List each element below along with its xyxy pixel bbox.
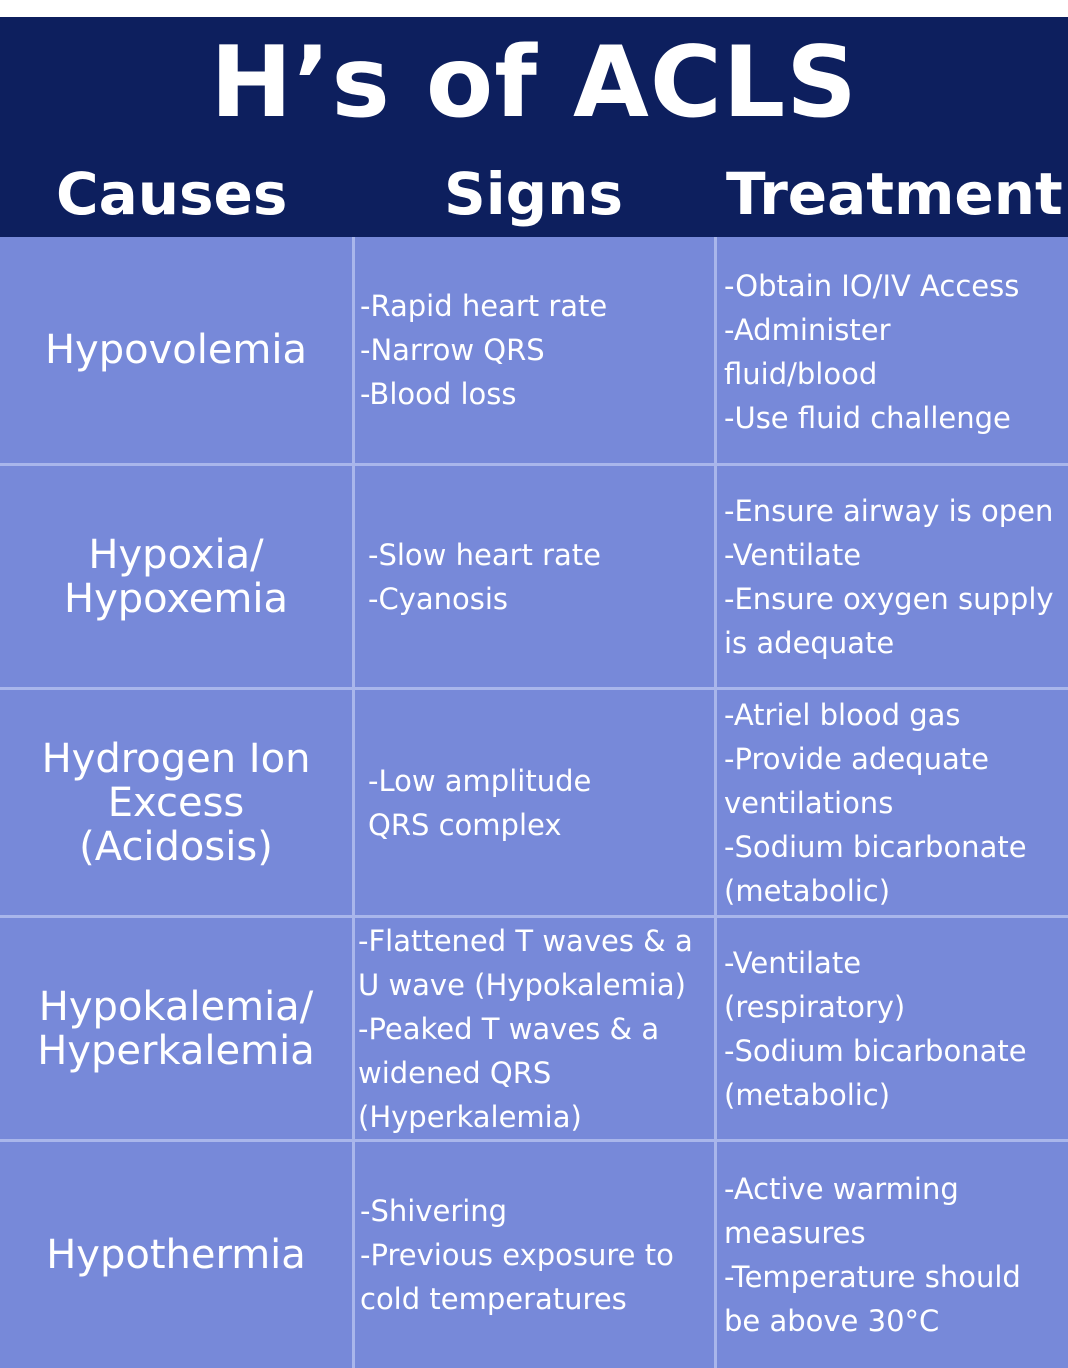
cause-text [46,1233,306,1277]
sign-line: widened QRS [358,1055,552,1090]
treatment-line: -Active warming [724,1172,959,1206]
signs-text [360,284,607,416]
signs-text [360,1189,674,1321]
treatment-text [724,1167,1021,1343]
column-divider [714,237,717,1368]
sign-line: (Hyperkalemia) [358,1099,582,1134]
column-divider [352,237,355,1368]
cause-line: Hydrogen Ion [41,735,311,782]
treatment-line: -Obtain IO/IV Access [724,269,1020,303]
sign-line: -Flattened T waves & a [358,923,693,958]
cause-line: Hypoxia/ [88,531,264,578]
sign-line: -Previous exposure to [360,1238,674,1272]
treatment-line: -Sodium bicarbonate [724,829,1027,864]
cause-cell [0,466,352,687]
sign-line: QRS complex [368,807,562,842]
treatment-line: (metabolic) [724,1077,891,1112]
signs-cell [356,237,714,463]
treatment-cell [718,690,1068,915]
sign-line: -Peaked T waves & a [358,1011,660,1046]
cause-text [64,533,288,621]
treatment-text [724,264,1019,440]
cause-line: (Acidosis) [79,823,273,870]
treatment-line: -Administer [724,313,891,347]
sign-line: -Rapid heart rate [360,289,608,323]
sign-line: -Shivering [360,1194,508,1228]
signs-text [358,919,693,1139]
treatment-line: measures [724,1216,866,1250]
treatment-line: -Ensure oxygen supply [724,581,1054,616]
cause-line: Hyperkalemia [37,1027,315,1074]
treatment-line: -Ensure airway is open [724,493,1054,528]
sign-line: -Blood loss [360,377,517,411]
signs-cell [356,690,714,915]
cause-line: Excess [107,779,245,826]
treatment-line: (metabolic) [724,873,891,908]
sign-line: -Cyanosis [368,581,509,616]
cause-cell [0,1142,352,1368]
sign-line: cold temperatures [360,1282,627,1316]
cause-cell [0,918,352,1139]
signs-text [368,533,601,621]
cause-line: Hypokalemia/ [38,983,314,1030]
signs-text [368,759,591,847]
signs-cell [356,918,714,1139]
cause-text [45,328,307,372]
treatment-cell [718,466,1068,687]
sign-line: -Narrow QRS [360,333,545,367]
column-header-causes: Causes [56,160,288,228]
column-header-treatment: Treatment [726,160,1063,228]
treatment-text [724,693,1027,913]
treatment-line: -Ventilate [724,945,862,980]
sign-line: -Low amplitude [368,763,592,798]
treatment-cell [718,918,1068,1139]
signs-cell [356,1142,714,1368]
treatment-line: -Provide adequate [724,741,989,776]
treatment-line: (respiratory) [724,989,906,1024]
cause-cell [0,237,352,463]
treatment-text [724,941,1027,1117]
cause-line: Hypothermia [46,1232,306,1278]
treatment-line: fluid/blood [724,357,878,391]
treatment-cell [718,237,1068,463]
treatment-line: -Atriel blood gas [724,697,961,732]
treatment-text [724,489,1054,665]
column-header-signs: Signs [444,160,623,228]
sign-line: -Slow heart rate [368,537,602,572]
cause-cell [0,690,352,915]
cause-text [42,737,311,869]
treatment-line: -Temperature should [724,1260,1021,1294]
signs-cell [356,466,714,687]
treatment-line: -Ventilate [724,537,862,572]
treatment-line: -Sodium bicarbonate [724,1033,1027,1068]
treatment-line: be above 30°C [724,1304,940,1338]
treatment-line: -Use fluid challenge [724,401,1011,435]
page-title: H’s of ACLS [210,26,858,140]
cause-line: Hypoxemia [63,575,289,622]
treatment-line: ventilations [724,785,894,820]
cause-line: Hypovolemia [44,327,308,373]
treatment-line: is adequate [724,625,895,660]
sign-line: U wave (Hypokalemia) [358,967,686,1002]
cause-text [37,985,314,1073]
treatment-cell [718,1142,1068,1368]
acls-table [0,237,1068,1368]
